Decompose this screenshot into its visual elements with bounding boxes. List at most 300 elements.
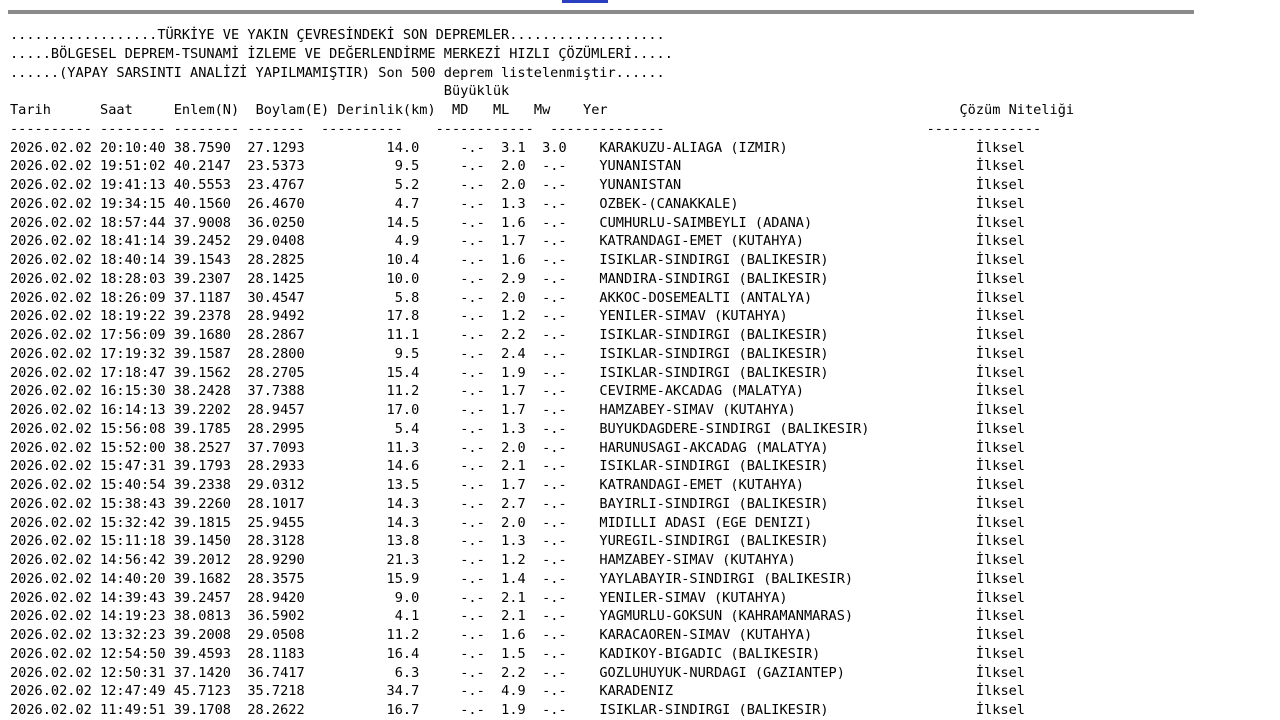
cell-md: -.- <box>460 177 485 193</box>
column-header-lines: Büyüklük Tarih Saat Enlem(N) Boylam(E) Derinlik(km) MD ML Mw Yer Çözüm Niteliği ---------- -------- -------- ------- ---------- ------------ -------------- -------------- <box>10 83 1075 137</box>
cell-mw: -.- <box>542 495 567 512</box>
cell-cozum: İlksel <box>975 608 1025 625</box>
cell-enlem: 39.1680 <box>173 327 231 343</box>
cell-tarih: 2026.02.02 <box>10 589 92 606</box>
cell-ml: 3.1 <box>501 139 526 156</box>
cell-yer: KARADENIZ <box>599 683 674 700</box>
cell-yer: MANDIRA-SINDIRGI (BALIKESIR) <box>599 270 829 287</box>
cell-ml: 1.2 <box>501 552 526 568</box>
cell-derinlik: 5.2 <box>394 177 420 193</box>
cell-derinlik: 9.5 <box>394 158 420 175</box>
cell-saat: 12:47:49 <box>100 683 166 700</box>
cell-mw: -.- <box>542 552 567 568</box>
cell-boylam: 28.9290 <box>247 552 305 568</box>
cell-cozum: İlksel <box>975 570 1025 587</box>
cell-saat: 18:57:44 <box>100 214 166 231</box>
cell-boylam: 23.5373 <box>247 158 305 175</box>
cell-tarih: 2026.02.02 <box>10 327 92 343</box>
column-header-boylam: Boylam(E) <box>255 102 330 118</box>
column-header-yer: Yer <box>583 102 608 118</box>
cell-saat: 19:34:15 <box>100 195 166 212</box>
cell-md: -.- <box>460 139 485 156</box>
cell-boylam: 29.0312 <box>247 477 305 493</box>
table-row <box>10 571 1025 587</box>
table-row <box>10 477 1025 493</box>
top-link-fragment[interactable] <box>562 0 608 3</box>
cell-yer: ISIKLAR-SINDIRGI (BALIKESIR) <box>599 345 829 362</box>
cell-yer: YUREGIL-SINDIRGI (BALIKESIR) <box>599 533 829 550</box>
cell-derinlik: 14.6 <box>386 458 420 475</box>
cell-mw: -.- <box>542 439 567 456</box>
cell-enlem: 39.2008 <box>173 627 231 643</box>
cell-enlem: 45.7123 <box>173 683 231 700</box>
cell-tarih: 2026.02.02 <box>10 345 92 362</box>
cell-derinlik: 17.0 <box>386 402 420 418</box>
cell-ml: 1.3 <box>501 420 526 437</box>
cell-md: -.- <box>460 233 485 250</box>
cell-ml: 1.6 <box>501 252 526 268</box>
cell-cozum: İlksel <box>975 645 1025 662</box>
cell-ml: 2.0 <box>501 177 526 193</box>
cell-tarih: 2026.02.02 <box>10 233 92 250</box>
table-row <box>10 365 1025 381</box>
cell-md: -.- <box>460 195 485 212</box>
cell-ml: 1.3 <box>501 533 526 550</box>
cell-cozum: İlksel <box>975 627 1025 643</box>
cell-derinlik: 5.8 <box>394 289 420 306</box>
cell-enlem: 39.1815 <box>173 514 231 531</box>
cell-mw: -.- <box>542 645 567 662</box>
cell-mw: -.- <box>542 364 567 381</box>
cell-ml: 2.4 <box>501 345 526 362</box>
cell-mw: -.- <box>542 383 567 400</box>
cell-mw: -.- <box>542 345 567 362</box>
cell-mw: -.- <box>542 270 567 287</box>
cell-saat: 19:41:13 <box>100 177 166 193</box>
cell-md: -.- <box>460 589 485 606</box>
table-row <box>10 177 1025 193</box>
cell-mw: -.- <box>542 664 567 681</box>
cell-ml: 1.4 <box>501 570 526 587</box>
cell-boylam: 28.3128 <box>247 533 305 550</box>
cell-saat: 15:32:42 <box>100 514 166 531</box>
cell-tarih: 2026.02.02 <box>10 364 92 381</box>
cell-tarih: 2026.02.02 <box>10 458 92 475</box>
cell-mw: -.- <box>542 533 567 550</box>
cell-cozum: İlksel <box>975 683 1025 700</box>
table-row <box>10 627 1025 643</box>
cell-saat: 14:19:23 <box>100 608 166 625</box>
cell-saat: 15:40:54 <box>100 477 166 493</box>
cell-tarih: 2026.02.02 <box>10 195 92 212</box>
cell-cozum: İlksel <box>975 458 1025 475</box>
cell-saat: 13:32:23 <box>100 627 166 643</box>
cell-enlem: 39.1562 <box>173 364 231 381</box>
cell-cozum: İlksel <box>975 308 1025 325</box>
cell-saat: 11:49:51 <box>100 702 166 718</box>
cell-saat: 16:14:13 <box>100 402 166 418</box>
cell-boylam: 27.1293 <box>247 139 305 156</box>
cell-enlem: 38.2428 <box>173 383 231 400</box>
cell-tarih: 2026.02.02 <box>10 702 92 718</box>
cell-ml: 1.7 <box>501 233 526 250</box>
cell-saat: 15:52:00 <box>100 439 166 456</box>
cell-boylam: 35.7218 <box>247 683 305 700</box>
table-row <box>10 233 1025 249</box>
cell-yer: YAYLABAYIR-SINDIRGI (BALIKESIR) <box>599 570 854 587</box>
cell-mw: -.- <box>542 514 567 531</box>
cell-tarih: 2026.02.02 <box>10 270 92 287</box>
cell-boylam: 28.9492 <box>247 308 305 325</box>
cell-ml: 2.0 <box>501 439 526 456</box>
cell-derinlik: 16.7 <box>386 702 420 718</box>
cell-saat: 14:56:42 <box>100 552 166 568</box>
cell-boylam: 28.2705 <box>247 364 305 381</box>
cell-tarih: 2026.02.02 <box>10 608 92 625</box>
cell-md: -.- <box>460 345 485 362</box>
cell-enlem: 38.0813 <box>173 608 231 625</box>
header-subtitle: .....BÖLGESEL DEPREM-TSUNAMİ İZLEME VE DEĞERLENDİRME MERKEZİ HIZLI ÇÖZÜMLERİ..... <box>10 45 673 62</box>
cell-derinlik: 15.9 <box>386 570 420 587</box>
cell-saat: 12:54:50 <box>100 645 166 662</box>
cell-ml: 2.9 <box>501 270 526 287</box>
table-row <box>10 496 1025 512</box>
cell-saat: 19:51:02 <box>100 158 166 175</box>
table-row <box>10 552 1025 568</box>
cell-cozum: İlksel <box>975 364 1025 381</box>
cell-yer: YUNANISTAN <box>599 158 682 175</box>
cell-enlem: 39.1708 <box>173 702 231 718</box>
cell-ml: 2.0 <box>501 289 526 306</box>
table-row <box>10 665 1025 681</box>
cell-md: -.- <box>460 702 485 718</box>
cell-cozum: İlksel <box>975 420 1025 437</box>
cell-tarih: 2026.02.02 <box>10 514 92 531</box>
cell-saat: 15:47:31 <box>100 458 166 475</box>
cell-derinlik: 4.1 <box>394 608 420 625</box>
cell-ml: 2.0 <box>501 158 526 175</box>
table-row <box>10 346 1025 362</box>
cell-enlem: 37.1187 <box>173 289 231 306</box>
cell-ml: 2.1 <box>501 589 526 606</box>
table-row <box>10 158 1025 174</box>
table-row <box>10 421 1025 437</box>
cell-boylam: 37.7093 <box>247 439 305 456</box>
cell-cozum: İlksel <box>975 139 1025 156</box>
cell-ml: 1.7 <box>501 402 526 418</box>
cell-tarih: 2026.02.02 <box>10 570 92 587</box>
cell-boylam: 36.0250 <box>247 214 305 231</box>
cell-yer: HAMZABEY-SIMAV (KUTAHYA) <box>599 552 796 568</box>
cell-tarih: 2026.02.02 <box>10 158 92 175</box>
cell-tarih: 2026.02.02 <box>10 139 92 156</box>
cell-boylam: 28.1183 <box>247 645 305 662</box>
cell-saat: 18:28:03 <box>100 270 166 287</box>
cell-ml: 1.2 <box>501 308 526 325</box>
cell-enlem: 39.1543 <box>173 252 231 268</box>
cell-md: -.- <box>460 364 485 381</box>
cell-boylam: 37.7388 <box>247 383 305 400</box>
cell-md: -.- <box>460 270 485 287</box>
cell-derinlik: 14.5 <box>386 214 420 231</box>
cell-ml: 1.7 <box>501 383 526 400</box>
cell-ml: 1.5 <box>501 645 526 662</box>
cell-ml: 1.9 <box>501 702 526 718</box>
cell-tarih: 2026.02.02 <box>10 627 92 643</box>
cell-mw: -.- <box>542 477 567 493</box>
column-header-tarih: Tarih <box>10 102 51 118</box>
cell-derinlik: 5.4 <box>394 420 420 437</box>
cell-derinlik: 11.2 <box>386 383 420 400</box>
cell-cozum: İlksel <box>975 214 1025 231</box>
cell-tarih: 2026.02.02 <box>10 177 92 193</box>
cell-yer: YENILER-SIMAV (KUTAHYA) <box>599 308 788 325</box>
cell-derinlik: 14.0 <box>386 139 420 156</box>
cell-md: -.- <box>460 552 485 568</box>
cell-mw: -.- <box>542 195 567 212</box>
cell-enlem: 40.1560 <box>173 195 231 212</box>
table-row <box>10 702 1025 718</box>
cell-derinlik: 10.4 <box>386 252 420 268</box>
table-row <box>10 515 1025 531</box>
cell-boylam: 28.2800 <box>247 345 305 362</box>
cell-boylam: 28.2622 <box>247 702 305 718</box>
cell-md: -.- <box>460 664 485 681</box>
cell-yer: CEVIRME-AKCADAG (MALATYA) <box>599 383 804 400</box>
cell-boylam: 28.1425 <box>247 270 305 287</box>
table-row <box>10 327 1025 343</box>
cell-boylam: 30.4547 <box>247 289 305 306</box>
cell-enlem: 39.2378 <box>173 308 231 325</box>
cell-yer: ISIKLAR-SINDIRGI (BALIKESIR) <box>599 702 829 718</box>
column-header-saat: Saat <box>100 102 133 118</box>
cell-enlem: 38.7590 <box>173 139 231 156</box>
cell-yer: HARUNUSAGI-AKCADAG (MALATYA) <box>599 439 829 456</box>
cell-ml: 2.1 <box>501 458 526 475</box>
cell-yer: KATRANDAGI-EMET (KUTAHYA) <box>599 233 804 250</box>
cell-mw: -.- <box>542 233 567 250</box>
cell-tarih: 2026.02.02 <box>10 439 92 456</box>
cell-md: -.- <box>460 477 485 493</box>
column-header-enlem: Enlem(N) <box>173 102 240 118</box>
cell-saat: 18:41:14 <box>100 233 166 250</box>
table-row <box>10 533 1025 549</box>
cell-mw: -.- <box>542 589 567 606</box>
table-row <box>10 271 1025 287</box>
cell-cozum: İlksel <box>975 252 1025 268</box>
cell-boylam: 28.2825 <box>247 252 305 268</box>
cell-boylam: 29.0408 <box>247 233 305 250</box>
cell-ml: 2.7 <box>501 495 526 512</box>
cell-cozum: İlksel <box>975 270 1025 287</box>
cell-enlem: 39.4593 <box>173 645 231 662</box>
cell-tarih: 2026.02.02 <box>10 402 92 418</box>
cell-derinlik: 15.4 <box>386 364 420 381</box>
cell-enlem: 39.1793 <box>173 458 231 475</box>
cell-md: -.- <box>460 608 485 625</box>
header-note: ......(YAPAY SARSINTI ANALİZİ YAPILMAMIŞTIR) Son 500 deprem listelenmiştir...... <box>10 64 665 81</box>
cell-ml: 4.9 <box>501 683 526 700</box>
cell-saat: 15:56:08 <box>100 420 166 437</box>
cell-cozum: İlksel <box>975 533 1025 550</box>
cell-ml: 1.3 <box>501 195 526 212</box>
cell-enlem: 39.2202 <box>173 402 231 418</box>
cell-md: -.- <box>460 458 485 475</box>
cell-cozum: İlksel <box>975 664 1025 681</box>
cell-yer: MIDILLI ADASI (EGE DENIZI) <box>599 514 813 531</box>
cell-cozum: İlksel <box>975 495 1025 512</box>
table-row <box>10 590 1025 606</box>
cell-boylam: 28.9420 <box>247 589 305 606</box>
cell-enlem: 39.2307 <box>173 270 231 287</box>
cell-mw: -.- <box>542 252 567 268</box>
table-row <box>10 290 1025 306</box>
cell-md: -.- <box>460 214 485 231</box>
cell-enlem: 39.2260 <box>173 495 231 512</box>
cell-derinlik: 34.7 <box>386 683 420 700</box>
cell-derinlik: 9.5 <box>394 345 420 362</box>
cell-derinlik: 6.3 <box>394 664 420 681</box>
cell-tarih: 2026.02.02 <box>10 308 92 325</box>
cell-saat: 12:50:31 <box>100 664 166 681</box>
table-row <box>10 402 1025 418</box>
cell-mw: -.- <box>542 308 567 325</box>
cell-enlem: 39.1682 <box>173 570 231 587</box>
cell-saat: 18:40:14 <box>100 252 166 268</box>
cell-ml: 1.7 <box>501 477 526 493</box>
table-row <box>10 252 1025 268</box>
cell-md: -.- <box>460 402 485 418</box>
cell-tarih: 2026.02.02 <box>10 645 92 662</box>
cell-ml: 2.2 <box>501 664 526 681</box>
cell-tarih: 2026.02.02 <box>10 289 92 306</box>
cell-derinlik: 21.3 <box>386 552 420 568</box>
cell-cozum: İlksel <box>975 383 1025 400</box>
cell-mw: -.- <box>542 570 567 587</box>
cell-tarih: 2026.02.02 <box>10 552 92 568</box>
horizontal-rule <box>8 10 1194 14</box>
cell-mw: -.- <box>542 608 567 625</box>
cell-boylam: 28.1017 <box>247 495 305 512</box>
header-title: ..................TÜRKİYE VE YAKIN ÇEVRESİNDEKİ SON DEPREMLER................... <box>10 27 665 43</box>
cell-yer: BAYIRLI-SINDIRGI (BALIKESIR) <box>599 495 829 512</box>
column-header-md: MD <box>452 102 469 118</box>
table-row <box>10 308 1025 324</box>
cell-saat: 20:10:40 <box>100 139 166 156</box>
cell-md: -.- <box>460 627 485 643</box>
cell-saat: 18:26:09 <box>100 289 166 306</box>
cell-cozum: İlksel <box>975 158 1025 175</box>
cell-tarih: 2026.02.02 <box>10 252 92 268</box>
cell-mw: -.- <box>542 158 567 175</box>
cell-cozum: İlksel <box>975 233 1025 250</box>
cell-saat: 17:56:09 <box>100 327 166 343</box>
cell-ml: 2.1 <box>501 608 526 625</box>
cell-boylam: 28.3575 <box>247 570 305 587</box>
cell-saat: 14:39:43 <box>100 589 166 606</box>
cell-cozum: İlksel <box>975 327 1025 343</box>
cell-yer: YAGMURLU-GOKSUN (KAHRAMANMARAS) <box>599 608 854 625</box>
cell-derinlik: 13.8 <box>386 533 420 550</box>
cell-mw: 3.0 <box>542 139 567 156</box>
cell-derinlik: 11.2 <box>386 627 420 643</box>
table-row <box>10 608 1025 624</box>
cell-md: -.- <box>460 327 485 343</box>
cell-md: -.- <box>460 439 485 456</box>
cell-saat: 14:40:20 <box>100 570 166 587</box>
cell-yer: ISIKLAR-SINDIRGI (BALIKESIR) <box>599 458 829 475</box>
cell-saat: 17:19:32 <box>100 345 166 362</box>
cell-yer: KARAKUZU-ALIAGA (IZMIR) <box>599 139 788 156</box>
cell-enlem: 39.1587 <box>173 345 231 362</box>
cell-boylam: 25.9455 <box>247 514 305 531</box>
cell-boylam: 28.2867 <box>247 327 305 343</box>
cell-tarih: 2026.02.02 <box>10 683 92 700</box>
cell-boylam: 28.2995 <box>247 420 305 437</box>
cell-saat: 17:18:47 <box>100 364 166 381</box>
cell-yer: CUMHURLU-SAIMBEYLI (ADANA) <box>599 214 813 231</box>
magnitude-group-header: Büyüklük <box>443 83 510 100</box>
table-row <box>10 646 1025 662</box>
column-header-ml: ML <box>492 102 510 118</box>
cell-tarih: 2026.02.02 <box>10 533 92 550</box>
cell-tarih: 2026.02.02 <box>10 383 92 400</box>
cell-tarih: 2026.02.02 <box>10 420 92 437</box>
cell-tarih: 2026.02.02 <box>10 664 92 681</box>
cell-derinlik: 11.3 <box>386 439 420 456</box>
cell-cozum: İlksel <box>975 402 1025 418</box>
cell-saat: 16:15:30 <box>100 383 166 400</box>
cell-enlem: 39.2457 <box>173 589 231 606</box>
table-row <box>10 458 1025 474</box>
cell-enlem: 39.2012 <box>173 552 231 568</box>
cell-enlem: 38.2527 <box>173 439 231 456</box>
table-row <box>10 196 1025 212</box>
cell-yer: KADIKOY-BIGADIC (BALIKESIR) <box>599 645 821 662</box>
cell-cozum: İlksel <box>975 345 1025 362</box>
cell-ml: 1.9 <box>501 364 526 381</box>
cell-derinlik: 4.7 <box>394 195 420 212</box>
cell-derinlik: 11.1 <box>386 327 420 343</box>
cell-cozum: İlksel <box>975 702 1025 718</box>
cell-derinlik: 9.0 <box>394 589 420 606</box>
earthquake-table-body <box>10 140 1025 719</box>
cell-yer: YENILER-SIMAV (KUTAHYA) <box>599 589 788 606</box>
cell-md: -.- <box>460 495 485 512</box>
cell-mw: -.- <box>542 420 567 437</box>
cell-boylam: 29.0508 <box>247 627 305 643</box>
cell-boylam: 23.4767 <box>247 177 305 193</box>
cell-derinlik: 4.9 <box>394 233 420 250</box>
cell-yer: KARACAOREN-SIMAV (KUTAHYA) <box>599 627 813 643</box>
cell-mw: -.- <box>542 402 567 418</box>
cell-yer: KATRANDAGI-EMET (KUTAHYA) <box>599 477 804 493</box>
cell-enlem: 37.1420 <box>173 664 231 681</box>
table-row <box>10 440 1025 456</box>
table-row <box>10 383 1025 399</box>
cell-yer: ISIKLAR-SINDIRGI (BALIKESIR) <box>599 327 829 343</box>
cell-enlem: 40.5553 <box>173 177 231 193</box>
cell-mw: -.- <box>542 627 567 643</box>
cell-md: -.- <box>460 308 485 325</box>
cell-mw: -.- <box>542 458 567 475</box>
table-row <box>10 215 1025 231</box>
cell-boylam: 28.9457 <box>247 402 305 418</box>
cell-cozum: İlksel <box>975 552 1025 568</box>
cell-yer: OZBEK-(CANAKKALE) <box>599 195 739 212</box>
cell-ml: 2.2 <box>501 327 526 343</box>
cell-enlem: 37.9008 <box>173 214 231 231</box>
